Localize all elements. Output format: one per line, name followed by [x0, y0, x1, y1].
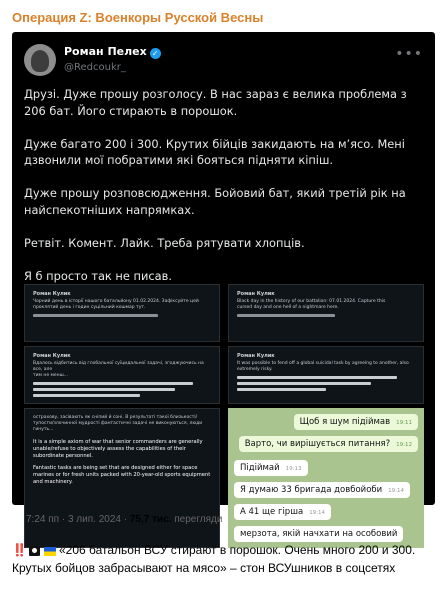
mini-text: проклятий день і годин суцільний кошмар тут. — [33, 305, 146, 310]
mini-english: It is a simple axiom of war that senior commanders are generally unable/refuse to objectively assess the capabilities of their subordinate personnel. — [33, 439, 203, 459]
chat-message — [234, 482, 410, 498]
ukraine-flag-icon — [44, 547, 56, 556]
mini-english: Fantastic tasks are being set that are designed either for space marines or for fresh units packed with 20-year-old sports equipment and machinery. — [33, 465, 211, 485]
caption-text: «206 батальон ВСУ стирают в порошок. Очень много 200 и 300. Крутых бойцов забрасывают на мясо» – стон ВСУшников в соцсетях — [12, 543, 416, 575]
chat-message — [294, 414, 418, 430]
pirate-flag-icon — [29, 546, 40, 556]
double-exclamation-icon: ‼️ — [12, 543, 26, 557]
post-caption — [12, 541, 437, 577]
chat-text: Щоб я шум підіймав — [299, 417, 391, 427]
mini-text: cursed day and one hell of a nightmare here. — [237, 305, 339, 310]
views-label: перегляди — [171, 514, 223, 525]
chat-message — [234, 504, 331, 520]
media-screenshot-1[interactable] — [24, 284, 220, 342]
mini-text: It was possible to fend off a global suicidal task by agreeing to another, also — [237, 361, 409, 366]
verified-icon: ✓ — [150, 48, 161, 59]
chat-time: 19:14 — [309, 510, 326, 516]
channel-title[interactable]: Операция Z: Военкоры Русской Весны — [12, 10, 264, 25]
author-name: Роман Пелех — [64, 45, 147, 58]
tweet-paragraph: Ретвіт. Комент. Лайк. Треба рятувати хлопців. — [24, 235, 305, 250]
mini-author: Роман Кулик — [237, 291, 275, 297]
chat-message — [239, 436, 418, 452]
chat-text: А 41 ще гірша — [240, 507, 304, 517]
media-screenshot-3[interactable] — [24, 346, 220, 404]
tweet-paragraph: Дуже прошу розповсюдження. Бойовий бат, який третій рік на найспекотніших напрямках. — [24, 186, 406, 217]
mini-text: тим не менш... — [33, 373, 69, 378]
mini-author: Роман Кулик — [33, 353, 71, 359]
media-screenshot-5[interactable] — [24, 408, 223, 548]
media-screenshot-2[interactable] — [228, 284, 424, 342]
mini-text: Чорний день в історії нашого батальйону 01.02.2024. Зафіксуйте цей — [33, 299, 199, 304]
mini-text: острахову, засівають як сніпий й соні. В результаті такої близькості/ — [33, 415, 198, 420]
tweet-paragraph: Друзі. Дуже прошу розголосу. В нас зараз є велика проблема з 206 бат. Його стирають в порошок. — [24, 87, 407, 118]
chat-message — [234, 526, 403, 542]
tweet-paragraph: Я б просто так не писав. — [24, 268, 172, 283]
avatar[interactable] — [24, 44, 56, 76]
chat-text: Варто, чи вирішується питання? — [244, 439, 391, 449]
media-screenshot-4[interactable] — [228, 346, 424, 404]
tweet-meta — [26, 514, 222, 525]
chat-text: мерзота, якій начхати на особовий — [240, 529, 398, 539]
chat-time: 19:12 — [396, 442, 412, 448]
media-chat-screenshot[interactable] — [228, 408, 424, 548]
tweet-timestamp[interactable]: 7:24 пп · 3 лип. 2024 · — [26, 514, 130, 525]
chat-time: 19:13 — [285, 466, 302, 472]
mini-author: Роман Кулик — [237, 353, 275, 359]
mini-text: Вдалось відбитись від глобальної суїцидальної задачі, згоджуючись на все, але — [33, 361, 204, 372]
mini-text: гинуть... — [33, 427, 54, 432]
mini-text: тупости/злочинної мудрості фантастичні задачі не виконуються, люди — [33, 421, 203, 426]
mini-text: Black day in the history of our battalion: 07.01.2024. Capture this — [237, 299, 386, 304]
chat-text: Підіймай — [240, 463, 280, 473]
tweet-paragraph: Дуже багато 200 і 300. Крутих бійців закидають на м’ясо. Мені дзвонили мої побратими які бояться підняти кіпіш. — [24, 136, 405, 167]
tweet-handle[interactable]: @Redcoukr_ — [64, 62, 126, 73]
chat-time: 19:14 — [388, 488, 405, 494]
tweet-text — [24, 86, 424, 301]
mini-author: Роман Кулик — [33, 291, 71, 297]
chat-text: Я думаю 33 бригада довбойоби — [240, 485, 383, 495]
tweet-author[interactable] — [64, 45, 161, 59]
more-options-icon[interactable]: ••• — [395, 46, 423, 62]
chat-message — [234, 460, 308, 476]
chat-time: 19:11 — [396, 420, 412, 426]
view-count: 75,7 тис. — [129, 514, 172, 525]
tweet-media-grid[interactable] — [24, 284, 424, 539]
mini-text: extremely risky. — [237, 367, 273, 372]
